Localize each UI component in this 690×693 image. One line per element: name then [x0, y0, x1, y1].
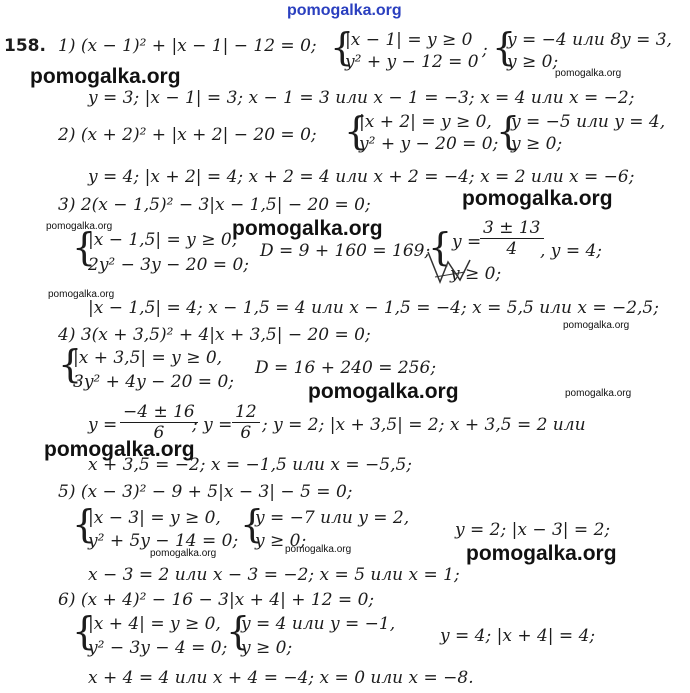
p3-system-a-line2: 2y² − 3y − 20 = 0;	[88, 255, 249, 275]
p3-system-b-line2: y ≥ 0;	[450, 264, 502, 284]
p4-y-eq: y =	[88, 415, 118, 435]
p2-system-a-line1: |x + 2| = y ≥ 0,	[359, 112, 492, 132]
p6-system-b-line1: y = 4 или y = −1,	[241, 614, 396, 634]
pencil-scribble	[420, 232, 480, 292]
p6-brace-a: {	[72, 609, 97, 653]
p4-fraction-denominator: 6	[153, 423, 165, 443]
p3-solution: |x − 1,5| = 4; x − 1,5 = 4 или x − 1,5 = −4; x = 5,5 или x = −2,5;	[88, 298, 659, 318]
p4-solution: x + 3,5 = −2; x = −1,5 или x = −5,5;	[88, 455, 413, 475]
problem-number: 158.	[4, 36, 46, 56]
watermark: pomogalka.org	[232, 217, 383, 240]
watermark: pomogalka.org	[150, 548, 217, 559]
p3-brace-a: {	[72, 225, 97, 269]
p4-system-a-line2: 3y² + 4y − 20 = 0;	[73, 372, 234, 392]
watermark-top: pomogalka.org	[287, 2, 402, 19]
p2-system-a-line2: y² + y − 20 = 0;	[359, 134, 499, 154]
p6-system-b-line2: y ≥ 0;	[241, 638, 293, 658]
p5-system-b-line1: y = −7 или y = 2,	[255, 508, 410, 528]
p4-mid: ; y =	[192, 415, 233, 435]
p1-brace-b: {	[492, 25, 517, 69]
p6-solution: x + 4 = 4 или x + 4 = −4; x = 0 или x = −8.	[88, 668, 474, 688]
p2-brace-b: {	[496, 109, 521, 153]
p6-brace-b: {	[226, 609, 251, 653]
p4-fraction-numerator: −4 ± 16	[120, 402, 198, 423]
p5-system-a-line2: y² + 5y − 14 = 0;	[88, 531, 239, 551]
p4-fraction	[120, 402, 198, 443]
p4-brace-a: {	[58, 342, 83, 386]
p4-rest: ; y = 2; |x + 3,5| = 2; x + 3,5 = 2 или	[262, 415, 586, 435]
p1-equation: 1) (x − 1)² + |x − 1| − 12 = 0;	[58, 36, 317, 56]
watermark: pomogalka.org	[555, 68, 622, 79]
watermark: pomogalka.org	[48, 289, 115, 300]
p2-system-b-line2: y ≥ 0;	[511, 134, 563, 154]
p3-discriminant: D = 9 + 160 = 169;	[260, 241, 431, 261]
watermark: pomogalka.org	[565, 388, 632, 399]
p1-solution: y = 3; |x − 1| = 3; x − 1 = 3 или x − 1 = −3; x = 4 или x = −2;	[88, 88, 635, 108]
p6-system-a-line2: y² − 3y − 4 = 0;	[88, 638, 228, 658]
p5-equation: 5) (x − 3)² − 9 + 5|x − 3| − 5 = 0;	[58, 482, 353, 502]
watermark: pomogalka.org	[46, 221, 113, 232]
p1-separator: ;	[482, 40, 488, 60]
p4-equation: 4) 3(x + 3,5)² + 4|x + 3,5| − 20 = 0;	[58, 325, 371, 345]
watermark: pomogalka.org	[285, 544, 352, 555]
p4-fraction2-numerator: 12	[232, 402, 260, 423]
p1-system-a-line1: |x − 1| = y ≥ 0	[345, 30, 473, 50]
p3-y-eq: y =	[452, 232, 482, 252]
p4-fraction2-denominator: 6	[240, 423, 252, 443]
p5-brace-b: {	[240, 502, 265, 546]
p5-system-a-line1: |x − 3| = y ≥ 0,	[88, 508, 221, 528]
p5-brace-a: {	[72, 502, 97, 546]
p3-fraction	[480, 218, 544, 259]
p4-discriminant: D = 16 + 240 = 256;	[255, 358, 437, 378]
p1-system-b-line1: y = −4 или 8y = 3,	[507, 30, 672, 50]
p6-mid: y = 4; |x + 4| = 4;	[440, 626, 596, 646]
p6-system-a-line1: |x + 4| = y ≥ 0,	[88, 614, 221, 634]
p3-fraction-numerator: 3 ± 13	[480, 218, 544, 239]
p2-brace-a: {	[344, 109, 369, 153]
watermark: pomogalka.org	[308, 380, 459, 403]
p1-system-b-line2: y ≥ 0;	[507, 52, 559, 72]
p5-solution: x − 3 = 2 или x − 3 = −2; x = 5 или x = 1;	[88, 565, 460, 585]
p3-y-result: , y = 4;	[540, 241, 603, 261]
p2-solution: y = 4; |x + 2| = 4; x + 2 = 4 или x + 2 = −4; x = 2 или x = −6;	[88, 167, 635, 187]
watermark: pomogalka.org	[462, 187, 613, 210]
p5-mid: y = 2; |x − 3| = 2;	[455, 520, 611, 540]
p3-fraction-denominator: 4	[506, 239, 518, 259]
p3-brace-b: {	[428, 225, 453, 269]
p3-system-a-line1: |x − 1,5| = y ≥ 0,	[88, 230, 238, 250]
p1-brace-a: {	[330, 25, 355, 69]
p2-system-b-line1: y = −5 или y = 4,	[511, 112, 666, 132]
p4-system-a-line1: |x + 3,5| = y ≥ 0,	[73, 348, 223, 368]
watermark: pomogalka.org	[466, 542, 617, 565]
p3-equation: 3) 2(x − 1,5)² − 3|x − 1,5| − 20 = 0;	[58, 195, 371, 215]
p2-equation: 2) (x + 2)² + |x + 2| − 20 = 0;	[58, 125, 317, 145]
watermark: pomogalka.org	[563, 320, 630, 331]
p4-fraction2	[232, 402, 260, 443]
p1-system-a-line2: y² + y − 12 = 0	[345, 52, 479, 72]
p5-system-b-line2: y ≥ 0;	[255, 531, 307, 551]
p6-equation: 6) (x + 4)² − 16 − 3|x + 4| + 12 = 0;	[58, 590, 375, 610]
watermark: pomogalka.org	[44, 438, 195, 461]
watermark: pomogalka.org	[30, 65, 181, 88]
